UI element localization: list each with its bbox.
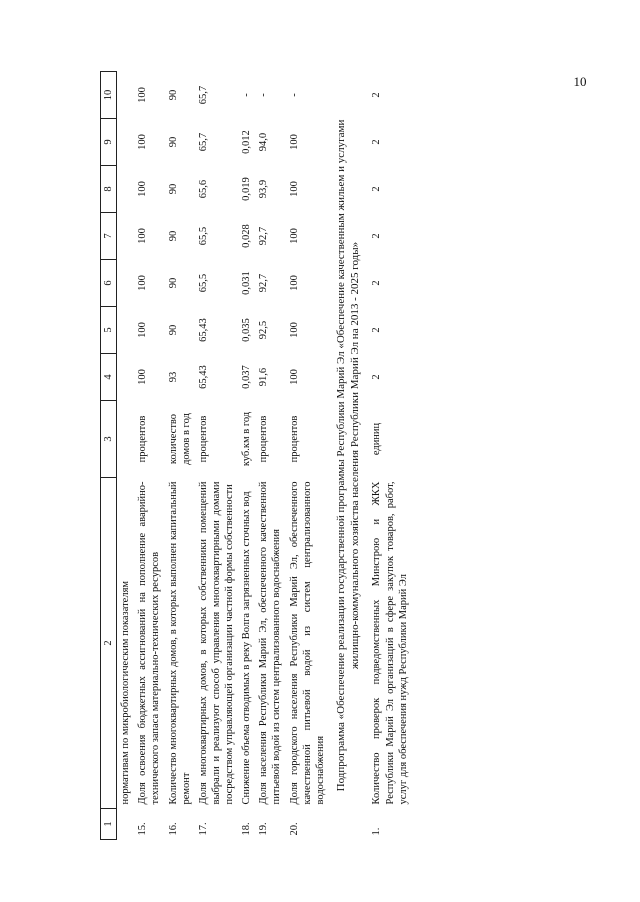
value-cell: 100: [137, 181, 149, 197]
value-cell: [117, 260, 135, 307]
table-row: [117, 72, 135, 840]
indicator-name: Количество проверок подведомственных Минстрою и ЖКХ Республики Марий Эл организаций в сфере закупок товаров, работ, услуг для обеспечения нужд Республики Марий Эл: [371, 481, 409, 805]
header-col-1: 1: [101, 809, 117, 840]
value-cell: 90: [167, 277, 179, 289]
indicator-name: Доля населения Республики Марий Эл, обеспеченного качественной питьевой водой из систем централизованного водоснабжения: [258, 481, 283, 805]
table-row: [165, 72, 195, 840]
header-col-3: 3: [101, 401, 117, 478]
value-cell: 2: [371, 92, 383, 98]
value-cell: 2: [371, 233, 383, 239]
value-cell: [117, 72, 135, 119]
subprogram-title: Подпрограмма «Обеспечение реализации государственной программы Республики Марий Эл «Обеспечение качественным жильем и услугами жилищно-коммунального хозяйства населения Республики Марий Эл на 2013 - 2025 годы»: [334, 119, 361, 792]
value-cell: -: [241, 93, 253, 97]
indicators-table: [100, 71, 412, 840]
row-number: 20.: [288, 822, 300, 836]
header-col-2: 2: [101, 478, 117, 809]
value-cell: 92,5: [258, 320, 270, 340]
value-cell: 65,5: [197, 226, 209, 246]
value-cell: 2: [371, 327, 383, 333]
value-cell: 100: [288, 228, 300, 244]
header-col-8: 8: [101, 166, 117, 213]
table-row: [368, 72, 411, 840]
value-cell: 100: [137, 322, 149, 338]
row-number: [117, 809, 135, 840]
header-col-5: 5: [101, 307, 117, 354]
page-number: 10: [573, 74, 587, 89]
unit-cell: количество домов в год: [167, 413, 192, 465]
row-number: 1.: [371, 827, 383, 836]
value-cell: 65,7: [197, 85, 209, 105]
value-cell: 0,035: [241, 318, 253, 342]
table-row: [255, 72, 285, 840]
value-cell: 0,019: [241, 177, 253, 201]
unit-cell: процентов: [197, 415, 209, 463]
value-cell: [117, 213, 135, 260]
row-number: 16.: [167, 822, 179, 836]
header-col-7: 7: [101, 213, 117, 260]
indicator-name: Доля городского населения Республики Марий Эл, обеспеченного качественной питьевой водой из систем централизованного водоснабжения: [288, 481, 326, 805]
table-body: [117, 72, 329, 840]
value-cell: 100: [137, 228, 149, 244]
value-cell: 94,0: [258, 132, 270, 152]
row-number: 19.: [258, 822, 270, 836]
value-cell: 65,7: [197, 132, 209, 152]
value-cell: -: [258, 93, 270, 97]
value-cell: 65,6: [197, 179, 209, 199]
unit-cell: [117, 401, 135, 478]
value-cell: 90: [167, 324, 179, 336]
indicator-name: Доля освоения бюджетных ассигнований на пополнение аварийно-технического запаса материально-технических ресурсов: [137, 481, 162, 805]
value-cell: 100: [288, 134, 300, 150]
value-cell: 0,028: [241, 224, 253, 248]
subprogram-header-row: [329, 72, 369, 840]
value-cell: [117, 166, 135, 213]
unit-cell: процентов: [258, 415, 270, 463]
value-cell: [117, 307, 135, 354]
value-cell: 90: [167, 230, 179, 242]
value-cell: 2: [371, 374, 383, 380]
value-cell: [117, 119, 135, 166]
unit-cell: единиц: [371, 422, 383, 456]
subprogram-section: [329, 72, 369, 840]
value-cell: 0,037: [241, 365, 253, 389]
value-cell: 100: [288, 275, 300, 291]
value-cell: 65,5: [197, 273, 209, 293]
value-cell: 2: [371, 139, 383, 145]
value-cell: 92,7: [258, 226, 270, 246]
table-row: [134, 72, 164, 840]
header-col-10: 10: [101, 72, 117, 119]
indicator-name: нормативам по микробиологическим показателям: [120, 580, 132, 805]
value-cell: 90: [167, 136, 179, 148]
value-cell: 100: [288, 322, 300, 338]
table-header-row: [101, 72, 117, 840]
value-cell: 65,43: [197, 318, 209, 342]
row-number: 15.: [137, 822, 149, 836]
value-cell: 0,031: [241, 271, 253, 295]
value-cell: 2: [371, 186, 383, 192]
value-cell: 92,7: [258, 273, 270, 293]
value-cell: 90: [167, 89, 179, 101]
indicator-name: Снижение объема отводимых в реку Волга загрязненных сточных вод: [241, 491, 253, 805]
row-number: 18.: [241, 822, 253, 836]
value-cell: 100: [137, 87, 149, 103]
value-cell: 91,6: [258, 367, 270, 387]
header-col-4: 4: [101, 354, 117, 401]
value-cell: 2: [371, 280, 383, 286]
indicator-name: Количество многоквартирных домов, в которых выполнен капитальный ремонт: [167, 481, 192, 805]
value-cell: 100: [137, 275, 149, 291]
unit-cell: куб.км в год: [241, 411, 253, 467]
rotated-table-page: [100, 80, 540, 840]
indicator-name: Доля многоквартирных домов, в которых собственники помещений выбрали и реализуют способ управления многоквартирными домами посредством управляющей организации частной формы собственности: [197, 481, 235, 805]
value-cell: 100: [137, 369, 149, 385]
table-row: [195, 72, 238, 840]
subprogram-body: [368, 72, 411, 840]
unit-cell: процентов: [288, 415, 300, 463]
value-cell: 65,43: [197, 365, 209, 389]
value-cell: 0,012: [241, 130, 253, 154]
value-cell: -: [288, 93, 300, 97]
value-cell: 93,9: [258, 179, 270, 199]
row-number: 17.: [197, 822, 209, 836]
value-cell: 100: [137, 134, 149, 150]
table-row: [286, 72, 329, 840]
header-col-6: 6: [101, 260, 117, 307]
unit-cell: процентов: [137, 415, 149, 463]
table-row: [238, 72, 255, 840]
value-cell: 90: [167, 183, 179, 195]
header-col-9: 9: [101, 119, 117, 166]
value-cell: 100: [288, 181, 300, 197]
value-cell: [117, 354, 135, 401]
value-cell: 100: [288, 369, 300, 385]
value-cell: 93: [167, 371, 179, 383]
